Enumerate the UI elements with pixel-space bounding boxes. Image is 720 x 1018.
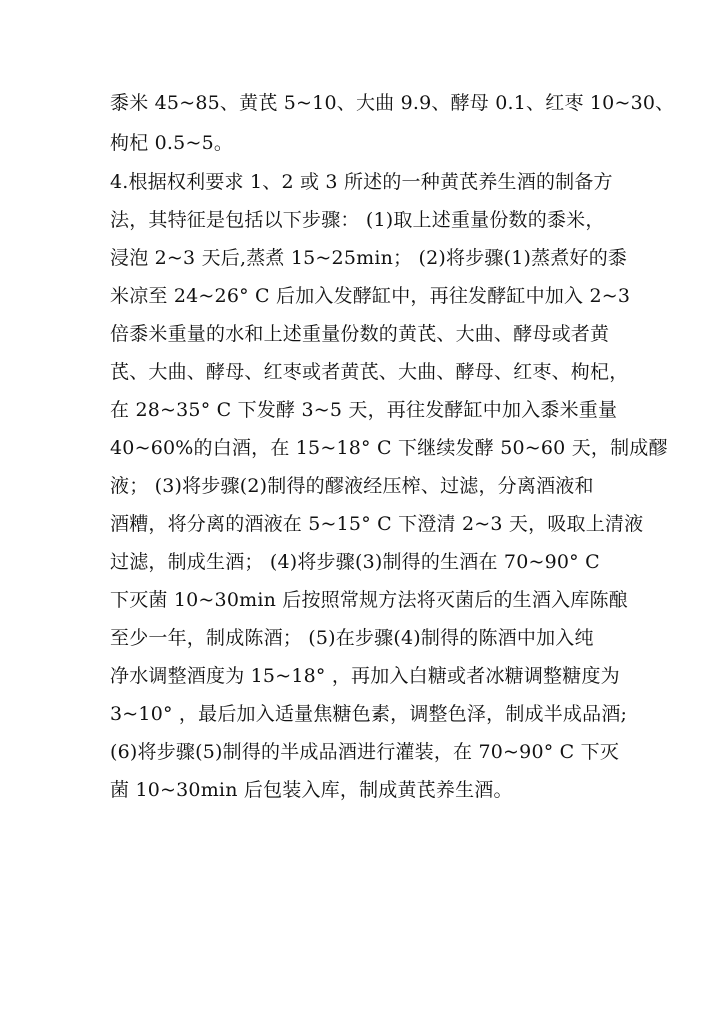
text-line: 浸泡 2~3 天后,蒸煮 15~25min； (2)将步骤(1)蒸煮好的黍 [110, 247, 628, 269]
text-line: 在 28~35° C 下发酵 3~5 天，再往发酵缸中加入黍米重量 [110, 399, 618, 421]
text-line: 40~60%的白酒，在 15~18° C 下继续发酵 50~60 天，制成醪 [110, 437, 668, 459]
text-line: 液； (3)将步骤(2)制得的醪液经压榨、过滤，分离酒液和 [110, 475, 594, 497]
text-line: 倍黍米重量的水和上述重量份数的黄芪、大曲、酵母或者黄 [110, 323, 610, 345]
text-line: 3~10° ，最后加入适量焦糖色素，调整色泽，制成半成品酒; [110, 703, 628, 725]
text-line: 下灭菌 10~30min 后按照常规方法将灭菌后的生酒入库陈酿 [110, 589, 628, 611]
text-line: 至少一年，制成陈酒； (5)在步骤(4)制得的陈酒中加入纯 [110, 627, 594, 649]
text-line: 米凉至 24~26° C 后加入发酵缸中，再往发酵缸中加入 2~3 [110, 285, 631, 307]
text-line: 4.根据权利要求 1、2 或 3 所述的一种黄芪养生酒的制备方 [110, 171, 613, 193]
text-line: 净水调整酒度为 15~18° ，再加入白糖或者冰糖调整糖度为 [110, 665, 620, 687]
text-line: (6)将步骤(5)制得的半成品酒进行灌装，在 70~90° C 下灭 [110, 741, 620, 763]
text-line: 酒糟，将分离的酒液在 5~15° C 下澄清 2~3 天，吸取上清液 [110, 513, 644, 535]
text-line: 枸杞 0.5~5。 [110, 132, 234, 154]
text-line: 法，其特征是包括以下步骤： (1)取上述重量份数的黍米， [110, 209, 605, 231]
text-line: 黍米 45~85、黄芪 5~10、大曲 9.9、酵母 0.1、红枣 10~30、 [110, 92, 675, 114]
text-line: 过滤，制成生酒； (4)将步骤(3)制得的生酒在 70~90° C [110, 551, 600, 573]
text-line: 菌 10~30min 后包装入库，制成黄芪养生酒。 [110, 779, 513, 801]
text-line: 芪、大曲、酵母、红枣或者黄芪、大曲、酵母、红枣、枸杞， [110, 361, 629, 383]
